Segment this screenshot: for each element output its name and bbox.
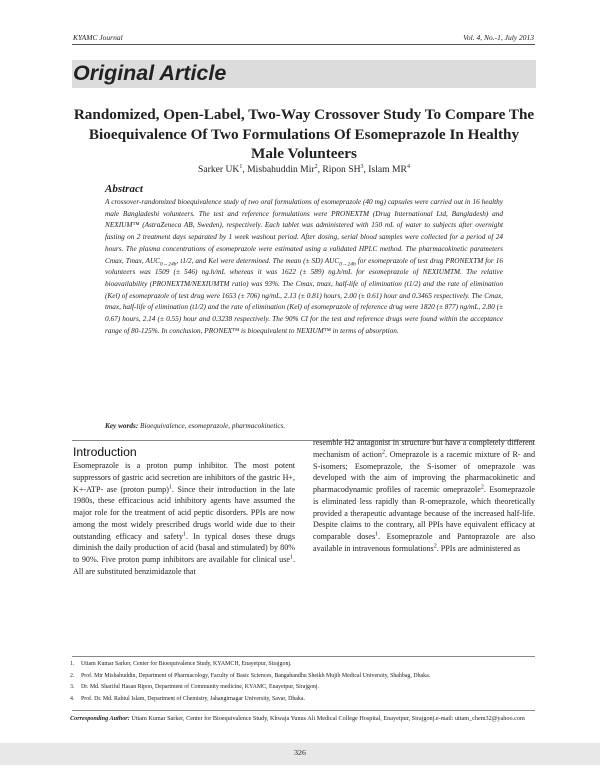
corresponding-rule — [72, 710, 535, 711]
body-text: . All are substituted benzimidazole that — [73, 555, 295, 576]
author-list: Sarker $UK^1$, Misbahuddin Mir$^2$, Ripon $SH^3$, Islam $MR^4$ — [198, 163, 410, 175]
affiliation-marker: 4 — [406, 163, 410, 170]
body-text: . Esomeprazole and Pantoprazole are also available in intravenous formulations — [313, 532, 536, 553]
header-rule — [72, 44, 535, 45]
citation-marker: 1 — [183, 530, 187, 537]
journal-name: KYAMC Journal — [73, 33, 123, 42]
abstract-text: A crossover-randomized bioequivalence study of two oral formulations of esomeprazole (40 mg) capsules were carried out in 16 healthy male Bangladeshi volunteers. The test and reference formulations were PRONEXTM (Drug International Ltd, Bangladesh) and NEXIUM™ (AstraZeneca AB, Sweden), respectively. Each tablet was administered with 150 mL of water to subjects after overnight fasting on 2 treatment days separated by 1 week washout period. After dosing, serial blood samples were collected for a period of 24 hours. The plasma concentrations of esomeprazole were estimated using a validated HPLC method. The pharmacokinetic parameters Cmax, Tmax, AUC — [105, 198, 503, 265]
body-text: . Since their introduction in the late 1980s, these efficacious acid inhibitory agents have assumed the major role for the treatment of acid peptic disorders. PPIs are now among the most widely prescribed drugs world wide due to their outstanding efficacy and safety — [73, 484, 295, 541]
keywords — [105, 422, 285, 430]
body-text: . Esomeprazole is eliminated less rapidly than R-omeprazole, which theoretically provided a therapeutic advantage because of the increased half-life. Despite claims to the contrary, all PPIs have equivalent efficacy at comparable doses — [313, 485, 535, 541]
footnote-number: 1. — [70, 661, 75, 667]
article-title: Randomized, Open-Label, Two-Way Crossover Study To Compare The Bioequivalence Of Two Formulations Of Esomeprazole In Healthy Male Volunteers — [73, 106, 535, 162]
introduction-heading: Introduction — [73, 445, 137, 459]
footnote-text: Uttam Kumar Sarker, Center for Bioequivalence Study, KYAMCH, Enayetpur, Sirajgonj. — [81, 661, 292, 667]
citation-marker: 2 — [480, 484, 484, 491]
intro-left-column — [73, 460, 295, 578]
abstract-text: , t1/2, and Kel were determined. The mean (± SD) AUC — [176, 256, 340, 265]
footnote — [70, 682, 430, 694]
affiliation-marker: 2 — [314, 163, 318, 170]
footnote-number: 4. — [70, 695, 75, 702]
footnote — [70, 671, 430, 683]
page-number: 326 — [294, 748, 306, 757]
body-text: . PPIs are administered as — [436, 543, 521, 553]
citation-marker: 1 — [168, 483, 172, 490]
abstract-subscript: 0→24h — [339, 261, 356, 268]
footnote — [70, 659, 430, 671]
corresponding-label: Corresponding Author: — [70, 715, 130, 722]
footnote-text: Prof. Dr. Md. Rabiul Islam, Department of Chemistry, Jahangirnagar University, Savar, Dhaka. — [81, 695, 305, 702]
footnote — [70, 694, 430, 706]
keywords-text: Bioequivalence, esomeprazole, pharmacokinetics. — [140, 422, 286, 430]
citation-marker: 1 — [375, 531, 379, 538]
keywords-label: Key words: — [105, 422, 139, 430]
affiliation-marker: 3 — [360, 163, 364, 170]
citation-marker: 2 — [381, 449, 385, 456]
footnote-rule — [72, 656, 535, 657]
footnote-number: 2. — [70, 672, 75, 679]
body-text: resemble H2 antagonist in structure but have a completely different mechanism of action — [313, 438, 535, 459]
abstract-subscript: 0→24h — [160, 261, 177, 268]
abstract-text: for esomeprazole of test drug PRONEXTM for 16 volunteers was 1509 (± 546) ng.h/mL whereas it was 1622 (± 589) ng.h/mL for esomeprazole of NEXIUMTM. The relative bioavailability (PRONEXTM/NEXIUMTM ratio) was 93%. The Cmax, tmax, half-life of elimination (t1/2) and the rate of elimination (Kel) of esomeprazole of test drug were 1653 (± 706) ng/mL, 2.13 (± 0.81) hours, 2.00 (± 0.61) hour and 0.3465 respectively. The Cmax, tmax, half-life of elimination (t1/2) and the rate of elimination (Kel) of esomeprazole of reference drug were 1820 (± 877) ng/mL, 2.80 (± 0.67) hours, 2.14 (± 0.55) hour and 0.3238 respectively. The 90% CI for the test and reference drugs were found within the acceptance range of 80-125%. In conclusion, PRONEX™ is bioequivalent to NEXIUM™ in terms of absorption. — [105, 256, 503, 335]
footnote-number: 3. — [70, 684, 75, 690]
footnote-text: Prof. Mir Misbahuddin, Department of Pharmacology, Faculty of Basic Sciences, Bangabandhu Sheikh Mujib Medical University, Shahbag, Dhaka. — [81, 672, 431, 679]
journal-issue: Vol. 4, No.-1, July 2013 — [463, 33, 534, 42]
body-text: . In typical doses these drugs diminish the daily production of acid (basal and stimulated) by 80% to 90%. Five proton pump inhibitors are available for clinical use — [73, 531, 295, 564]
author: Ripon SH — [322, 164, 361, 175]
section-label: Original Article — [73, 61, 227, 85]
abstract-body — [105, 197, 503, 338]
body-text: . Omeprazole is a racemic mixture of R- and S-isomers; Esomeprazole, the S-isomer of omeprazole was developed with the aim of improving the pharmacokinetic and pharmacodynamic profiles of racemic omeprazole — [313, 449, 535, 494]
body-text: Esomeprazole is a proton pump inhibitor. The most potent suppressors of gastric acid secretion are inhibitors of the gastric H+, K+-ATP- ase (proton pump) — [73, 461, 295, 494]
intro-right-column — [313, 437, 535, 555]
footnote-text: Dr. Md. Shariful Hasan Ripon, Department of Community medicine, KYAMC, Enayetpur, Sirajgonj. — [81, 684, 319, 690]
section-label-bar — [72, 60, 536, 88]
affiliation-marker: 1 — [239, 163, 243, 170]
citation-marker: 1 — [289, 554, 293, 561]
abstract-heading: Abstract — [105, 183, 143, 195]
author: Islam MR — [368, 164, 407, 175]
citation-marker: 2 — [433, 543, 437, 550]
author: Sarker UK — [198, 164, 240, 175]
corresponding-author — [70, 713, 540, 725]
author: Misbahuddin Mir — [247, 164, 315, 175]
footnotes — [70, 659, 430, 705]
corresponding-text: Uttam Kumar Sarker, Center for Bioequivalence Study, Khwaja Yunus Ali Medical College Hospital, Enayetpur, Sirajgonj.e-mail: uttam_chem32@yahoo.com — [131, 715, 525, 722]
